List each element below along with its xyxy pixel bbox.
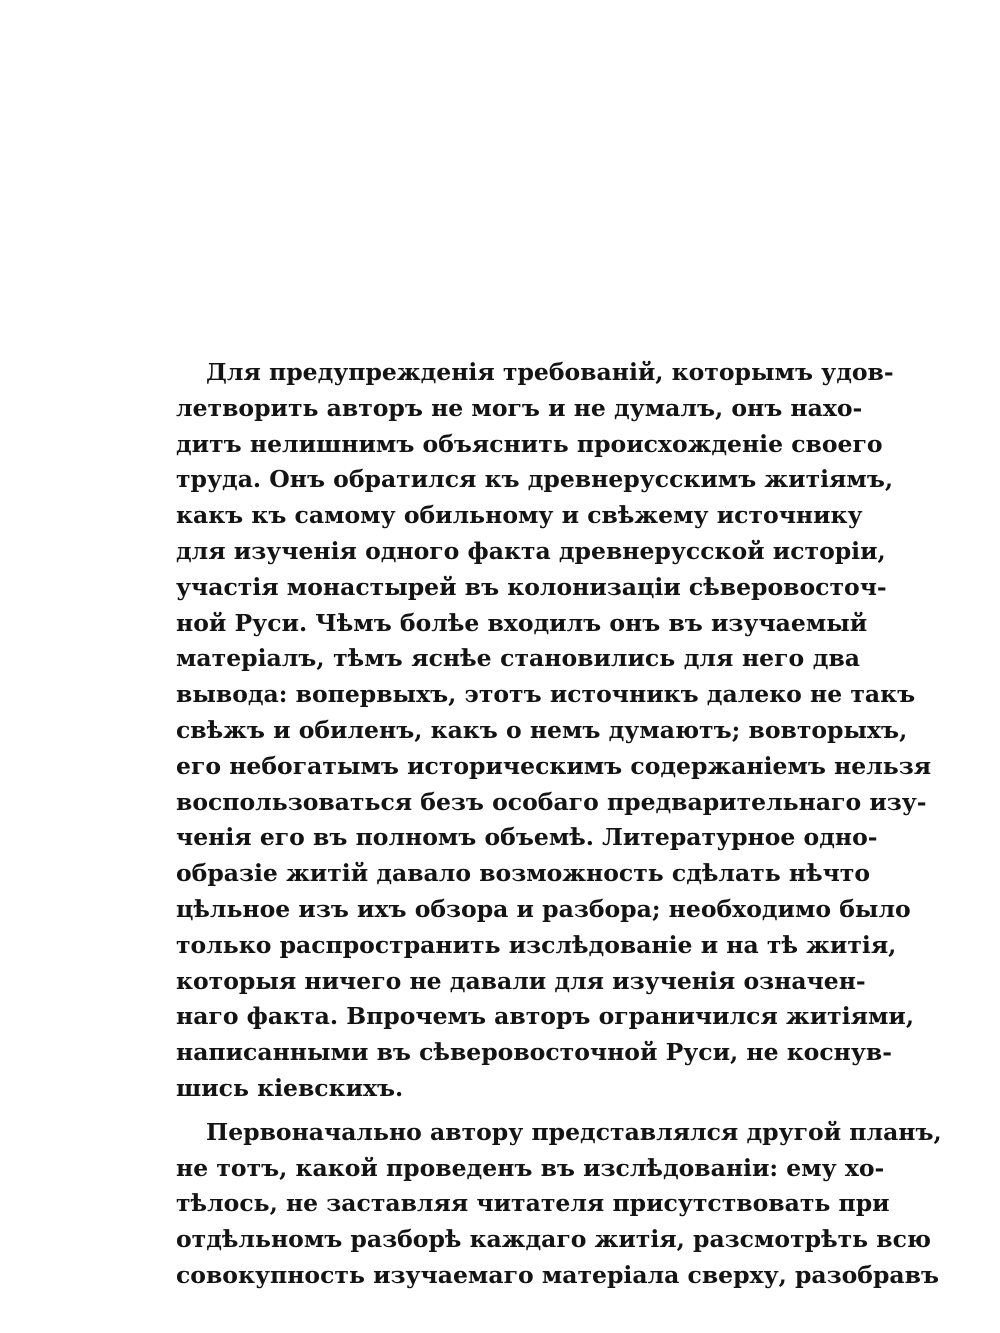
text-line: ченія его въ полномъ объемѣ. Литературное одно- (176, 823, 878, 852)
text-line: для изученія одного факта древнерусской исторіи, (176, 536, 886, 565)
text-line: только распространить изслѣдованіе и на тѣ житія, (176, 930, 897, 959)
text-line: которыя ничего не давали для изученія означен- (176, 966, 866, 995)
text-line: дитъ нелишнимъ объяснить происхожденіе своего (176, 429, 883, 458)
text-line: тѣлось, не заставляя читателя присутствовать при (176, 1189, 890, 1218)
paragraph-2 (176, 1115, 942, 1294)
body-text (176, 355, 942, 1294)
text-line: вывода: вопервыхъ, этотъ источникъ далеко не такъ (176, 680, 916, 709)
text-line: цѣльное изъ ихъ обзора и разбора; необходимо было (176, 894, 911, 923)
text-line: шись кіевскихъ. (176, 1073, 404, 1102)
paragraph-1 (176, 355, 932, 1107)
text-line: воспользоваться безъ особаго предварительнаго изу- (176, 787, 927, 816)
text-line: написанными въ сѣверовосточной Руси, не коснув- (176, 1038, 892, 1067)
text-line: образіе житій давало возможность сдѣлать нѣчто (176, 859, 871, 888)
paragraph-gap (176, 1107, 860, 1115)
text-line: Первоначально автору представлялся другой планъ, (206, 1117, 942, 1146)
text-line: его небогатымъ историческимъ содержаніемъ нельзя (176, 751, 932, 780)
text-line: какъ къ самому обильному и свѣжему источнику (176, 501, 863, 530)
text-line: ной Руси. Чѣмъ болѣе входилъ онъ въ изучаемый (176, 608, 868, 637)
text-line: отдѣльномъ разборѣ каждаго житія, разсмотрѣть всю (176, 1225, 932, 1254)
text-line: труда. Онъ обратился къ древнерусскимъ житіямъ, (176, 465, 894, 494)
text-line: летворить авторъ не могъ и не думалъ, онъ нахо- (176, 393, 863, 422)
text-line: Для предупрежденія требованій, которымъ удов- (206, 358, 894, 386)
text-line: участія монастырей въ колонизаціи сѣверовосточ- (176, 572, 887, 601)
text-line: совокупность изучаемаго матеріала сверху, разобравъ (176, 1260, 939, 1289)
text-line: матеріалъ, тѣмъ яснѣе становились для него два (176, 644, 860, 673)
text-line: не тотъ, какой проведенъ въ изслѣдованіи: ему хо- (176, 1153, 885, 1182)
text-line: свѣжъ и обиленъ, какъ о немъ думаютъ; вовторыхъ, (176, 715, 908, 744)
text-line: наго факта. Впрочемъ авторъ ограничился житіями, (176, 1002, 915, 1031)
